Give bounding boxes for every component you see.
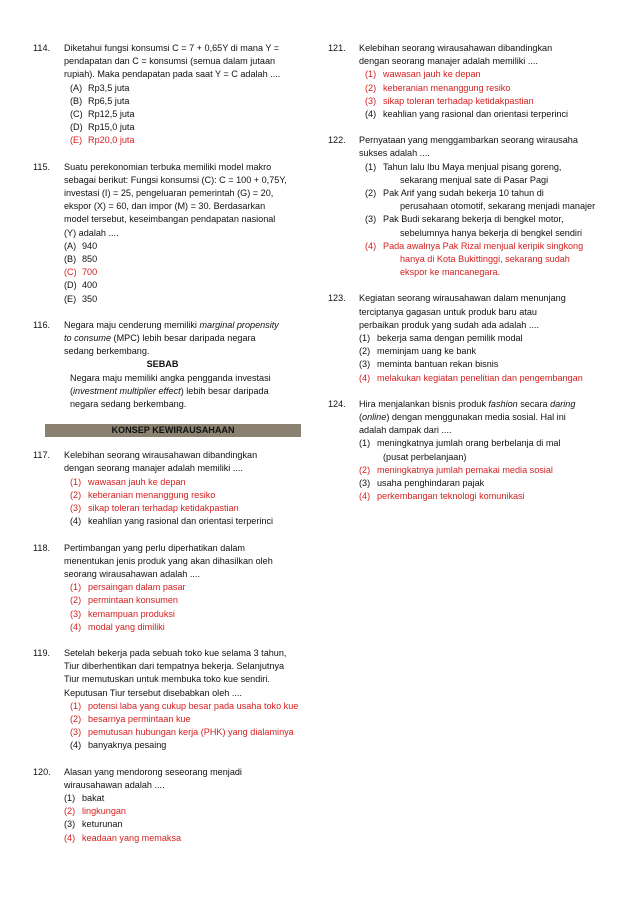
question-text-line: Kelebihan seorang wirausahawan dibandingkan bbox=[64, 450, 258, 461]
answer-option: (3) Pak Budi sekarang bekerja di bengkel motor, sebelumnya hanya bekerja di bengkel sendiri bbox=[365, 214, 582, 238]
answer-option-correct: (3) sikap toleran terhadap ketidakpastian bbox=[70, 503, 239, 514]
reason-text-line: Negara maju memiliki angka pengganda investasi bbox=[70, 372, 271, 383]
question-text-line: Diketahui fungsi konsumsi C = 7 + 0,65Y di mana Y = bbox=[64, 43, 280, 53]
question-121 bbox=[328, 42, 603, 121]
answer-option: (A) 940 bbox=[64, 240, 98, 251]
answer-option: (D) 400 bbox=[64, 280, 98, 291]
question-text-line: Tiur memutuskan untuk membuka toko kue sendiri. bbox=[64, 674, 270, 685]
question-text-line: pendapatan dan C = konsumsi (semua dalam jutaan bbox=[64, 56, 276, 67]
answer-option: (2) Pak Arif yang sudah bekerja 10 tahun di perusahaan otomotif, sekarang menjadi manajer bbox=[365, 188, 596, 212]
answer-option-correct: (E) Rp20,0 juta bbox=[70, 135, 135, 146]
question-number: 115. bbox=[33, 161, 51, 172]
question-text-line: (online) dengan menggunakan media sosial. Hal ini bbox=[359, 412, 566, 423]
answer-option-correct: (1) persaingan dalam pasar bbox=[70, 582, 186, 593]
question-text-line: rupiah). Maka pendapatan pada saat Y = C adalah .... bbox=[64, 69, 281, 80]
question-text-line: ekspor (X) = 60, dan impor (M) = 30. Berdasarkan bbox=[64, 201, 266, 212]
question-number: 114. bbox=[33, 43, 51, 53]
answer-option: (2) meminjam uang ke bank bbox=[359, 346, 477, 357]
answer-option-correct: (1) wawasan jauh ke depan bbox=[70, 476, 186, 487]
answer-option-correct: (2) lingkungan bbox=[64, 806, 126, 817]
question-text-line: sedang berkembang. bbox=[64, 346, 150, 357]
answer-option-correct: (3) sikap toleran terhadap ketidakpastian bbox=[365, 95, 534, 106]
question-text-line: Setelah bekerja pada sebuah toko kue selama 3 tahun, bbox=[64, 647, 287, 658]
answer-option: (B) Rp6,5 juta bbox=[70, 95, 130, 106]
answer-option: (A) Rp3,5 juta bbox=[70, 82, 130, 93]
question-115 bbox=[33, 161, 301, 306]
question-119 bbox=[33, 647, 301, 753]
answer-option-correct: (4) keadaan yang memaksa bbox=[64, 832, 182, 843]
answer-option: (4) keahlian yang rasional dan orientasi terperinci bbox=[365, 109, 569, 120]
answer-option: (1) bekerja sama dengan pemilik modal bbox=[359, 333, 523, 344]
question-text-line: Hira menjalankan bisnis produk fashion secara daring bbox=[359, 398, 576, 409]
answer-option-correct: (2) besarnya permintaan kue bbox=[70, 713, 191, 724]
answer-option-correct: (2) permintaan konsumen bbox=[70, 595, 178, 606]
answer-option-correct: (4) modal yang dimiliki bbox=[70, 621, 165, 632]
question-116 bbox=[33, 319, 301, 411]
answer-option: (C) Rp12,5 juta bbox=[70, 109, 135, 120]
question-number: 119. bbox=[33, 647, 51, 658]
answer-option: (B) 850 bbox=[64, 254, 98, 265]
reason-text-line: (investment multiplier effect) lebih besar daripada bbox=[70, 385, 269, 396]
question-text-line: perbaikan produk yang sudah ada adalah .... bbox=[359, 319, 539, 330]
left-column bbox=[33, 42, 301, 858]
question-text-line: Keputusan Tiur tersebut disebabkan oleh .... bbox=[64, 687, 242, 698]
question-text-line: Alasan yang mendorong seseorang menjadi bbox=[64, 766, 242, 777]
question-number: 122. bbox=[328, 135, 346, 146]
answer-option-correct: (4) perkembangan teknologi komunikasi bbox=[359, 491, 525, 502]
question-118 bbox=[33, 542, 301, 634]
answer-option-correct: (1) potensi laba yang cukup besar pada usaha toko kue bbox=[70, 700, 299, 711]
question-text-line: investasi (I) = 25, pengeluaran pemerintah (G) = 20, bbox=[64, 188, 274, 199]
question-text-line: Kelebihan seorang wirausahawan dibandingkan bbox=[359, 43, 553, 53]
question-text-line: Tiur diberhentikan dari tempatnya bekerja. Selanjutnya bbox=[64, 661, 285, 672]
question-number: 123. bbox=[328, 293, 346, 304]
section-heading: KONSEP KEWIRAUSAHAAN bbox=[45, 424, 301, 437]
answer-option: (1) Tahun lalu Ibu Maya menjual pisang goreng, sekarang menjual sate di Pasar Pagi bbox=[365, 161, 562, 185]
question-122 bbox=[328, 134, 603, 279]
answer-option-correct: (3) pemutusan hubungan kerja (PHK) yang dialaminya bbox=[70, 727, 294, 738]
right-column bbox=[328, 42, 603, 517]
answer-option-correct: (2) keberanian menanggung resiko bbox=[70, 489, 216, 500]
question-text-line: Negara maju cenderung memiliki marginal propensity bbox=[64, 319, 279, 330]
answer-option: (3) keturunan bbox=[64, 819, 123, 830]
answer-option: (1) meningkatnya jumlah orang berbelanja di mal (pusat perbelanjaan) bbox=[359, 438, 561, 462]
question-124 bbox=[328, 398, 603, 504]
question-number: 116. bbox=[33, 319, 51, 330]
question-number: 120. bbox=[33, 766, 51, 777]
answer-option: (D) Rp15,0 juta bbox=[70, 122, 135, 133]
answer-option-correct: (4) melakukan kegiatan penelitian dan pengembangan bbox=[359, 372, 583, 383]
sebab-label: SEBAB bbox=[146, 359, 179, 370]
answer-option-correct: (2) meningkatnya jumlah pemakai media sosial bbox=[359, 464, 553, 475]
question-text-line: Kegiatan seorang wirausahawan dalam menunjang bbox=[359, 293, 566, 304]
answer-option: (3) meminta bantuan rekan bisnis bbox=[359, 359, 499, 370]
answer-option: (E) 350 bbox=[64, 293, 98, 304]
question-number: 117. bbox=[33, 450, 51, 461]
question-120 bbox=[33, 766, 301, 845]
question-text-line: to consume (MPC) lebih besar daripada negara bbox=[64, 333, 256, 344]
answer-option: (4) keahlian yang rasional dan orientasi terperinci bbox=[70, 516, 274, 527]
answer-option-correct: (C) 700 bbox=[64, 267, 98, 278]
question-text-line: Pertimbangan yang perlu diperhatikan dalam bbox=[64, 542, 245, 553]
question-text-line: Pernyataan yang menggambarkan seorang wirausaha bbox=[359, 135, 578, 146]
answer-option-correct: (1) wawasan jauh ke depan bbox=[365, 69, 481, 80]
answer-option: (4) banyaknya pesaing bbox=[70, 740, 167, 751]
question-117 bbox=[33, 449, 301, 528]
question-text-line: dengan seorang manajer adalah memiliki .... bbox=[64, 463, 243, 474]
answer-option-correct: (4) Pada awalnya Pak Rizal menjual keripik singkong hanya di Kota Bukittinggi, sekarang sudah ekspor ke mancanegara. bbox=[365, 240, 584, 278]
question-text-line: sebagai berikut: Fungsi konsumsi (C): C = 100 + 0,75Y, bbox=[64, 174, 287, 185]
question-text-line: sukses adalah .... bbox=[359, 148, 430, 159]
answer-option-correct: (3) kemampuan produksi bbox=[70, 608, 175, 619]
question-114 bbox=[33, 42, 301, 148]
answer-option-correct: (2) keberanian menanggung resiko bbox=[365, 82, 511, 93]
question-number: 121. bbox=[328, 43, 346, 53]
answer-option: (1) bakat bbox=[64, 792, 105, 803]
question-number: 124. bbox=[328, 398, 346, 409]
question-text-line: wirausahawan adalah .... bbox=[64, 779, 165, 790]
question-number: 118. bbox=[33, 542, 51, 553]
question-123 bbox=[328, 292, 603, 384]
question-text-line: seorang wirausahawan adalah .... bbox=[64, 568, 200, 579]
question-text-line: (Y) adalah .... bbox=[64, 227, 119, 238]
answer-option: (3) usaha penghindaran pajak bbox=[359, 478, 485, 489]
question-text-line: terciptanya gagasan untuk produk baru atau bbox=[359, 306, 537, 317]
question-text-line: adalah dampak dari .... bbox=[359, 425, 452, 436]
reason-text-line: negara sedang berkembang. bbox=[70, 399, 187, 410]
question-text-line: Suatu perekonomian terbuka memiliki model makro bbox=[64, 161, 272, 172]
question-text-line: dengan seorang manajer adalah memiliki .... bbox=[359, 56, 538, 67]
question-text-line: model tersebut, keseimbangan pendapatan nasional bbox=[64, 214, 276, 225]
question-text-line: menentukan jenis produk yang akan dihasilkan oleh bbox=[64, 555, 273, 566]
